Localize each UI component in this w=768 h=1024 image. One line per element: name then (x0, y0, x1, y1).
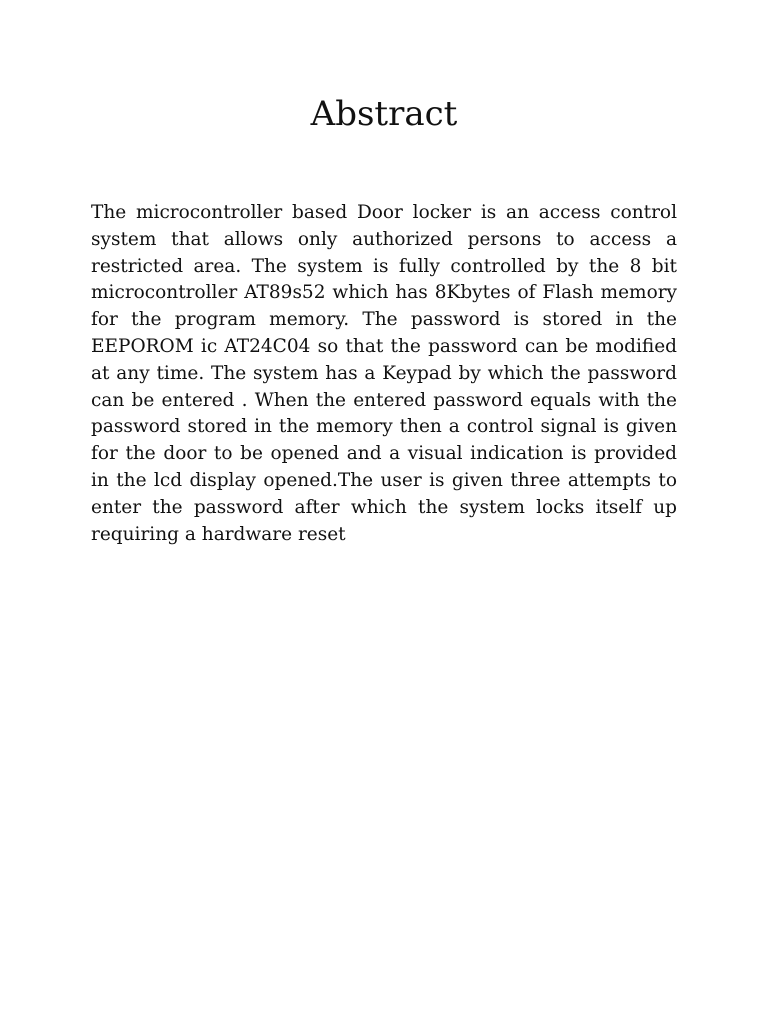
page-title: Abstract (310, 94, 458, 134)
abstract-paragraph: The microcontroller based Door locker is an access control system that allows only authorized persons to access a restricted area. The system is fully controlled by the 8 bit microcontroller AT89s52 which has 8Kbytes of Flash memory for the program memory. The password is stored in the EEPOROM ic AT24C04 so that the password can be modified at any time. The system has a Keypad by which the password can be entered . When the entered password equals with the password stored in the memory then a control signal is given for the door to be opened and a visual indication is provided in the lcd display opened.The user is given three attempts to enter the password after which the system locks itself up requiring a hardware reset (91, 202, 677, 545)
